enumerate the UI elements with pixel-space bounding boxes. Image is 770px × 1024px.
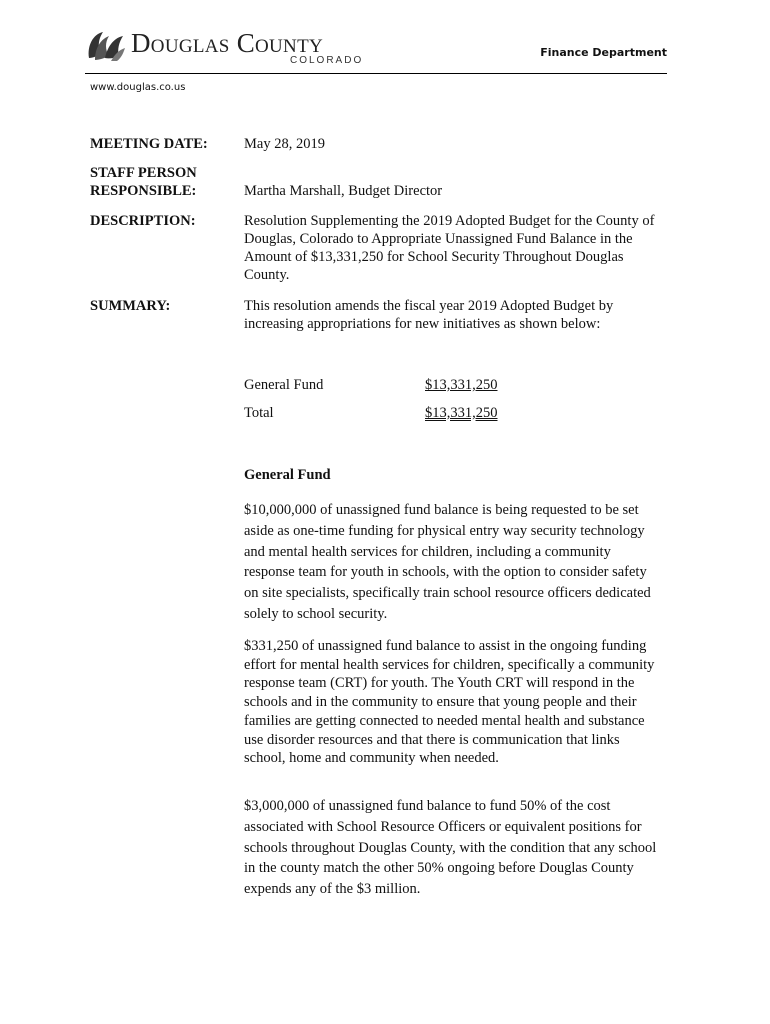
general-fund-paragraph-1: $10,000,000 of unassigned fund balance is being requested to be set aside as one-time funding for physical entry way security technology and mental health services for children, including a community response team for youth in schools, with the option to consider safety on site specialists, specifically train school resource officers dedicated solely to school security. [244,502,651,622]
meeting-date-value: May 28, 2019 [244,136,325,152]
fund-name-general: General Fund [244,377,324,393]
summary-value: This resolution amends the fiscal year 2019 Adopted Budget by increasing appropriations for new initiatives as shown below: [244,298,614,332]
logo-county-name: Douglas County [131,28,324,58]
header-divider [85,73,667,74]
general-fund-paragraph-2: $331,250 of unassigned fund balance to assist in the ongoing funding effort for mental health services for children, specifically a community response team (CRT) for youth. The Youth CRT will respond in the schools and in the community to ensure that young people and their families are getting connected to needed mental health and substance use disorder resources and that there is communication that links school, home and community when needed. [244,638,655,767]
logo-state-name: COLORADO [290,55,364,66]
summary-label: SUMMARY: [90,298,171,314]
county-emblem-icon [85,28,127,64]
description-value: Resolution Supplementing the 2019 Adopted Budget for the County of Douglas, Colorado to Appropriate Unassigned Fund Balance in the Amount of $13,331,250 for School Security Throughout Douglas County. [244,213,655,283]
staff-label-line2: RESPONSIBLE: [90,183,197,199]
department-name: Finance Department [540,46,667,59]
website-link[interactable]: www.douglas.co.us [90,82,186,93]
fund-amount-total: $13,331,250 [425,405,498,421]
description-label: DESCRIPTION: [90,213,196,229]
county-logo [85,24,365,68]
staff-label-line1: STAFF PERSON [90,165,197,181]
staff-value: Martha Marshall, Budget Director [244,183,443,199]
meeting-date-label: MEETING DATE: [90,136,208,152]
fund-amount-general: $13,331,250 [425,377,498,393]
general-fund-paragraph-3: $3,000,000 of unassigned fund balance to fund 50% of the cost associated with School Resource Officers or equivalent positions for schools throughout Douglas County, with the condition that any school in the county match the other 50% ongoing before Douglas County expends any of the $3 million. [244,798,657,898]
fund-name-total: Total [244,405,274,421]
letterhead [85,22,667,76]
general-fund-heading: General Fund [244,467,331,483]
